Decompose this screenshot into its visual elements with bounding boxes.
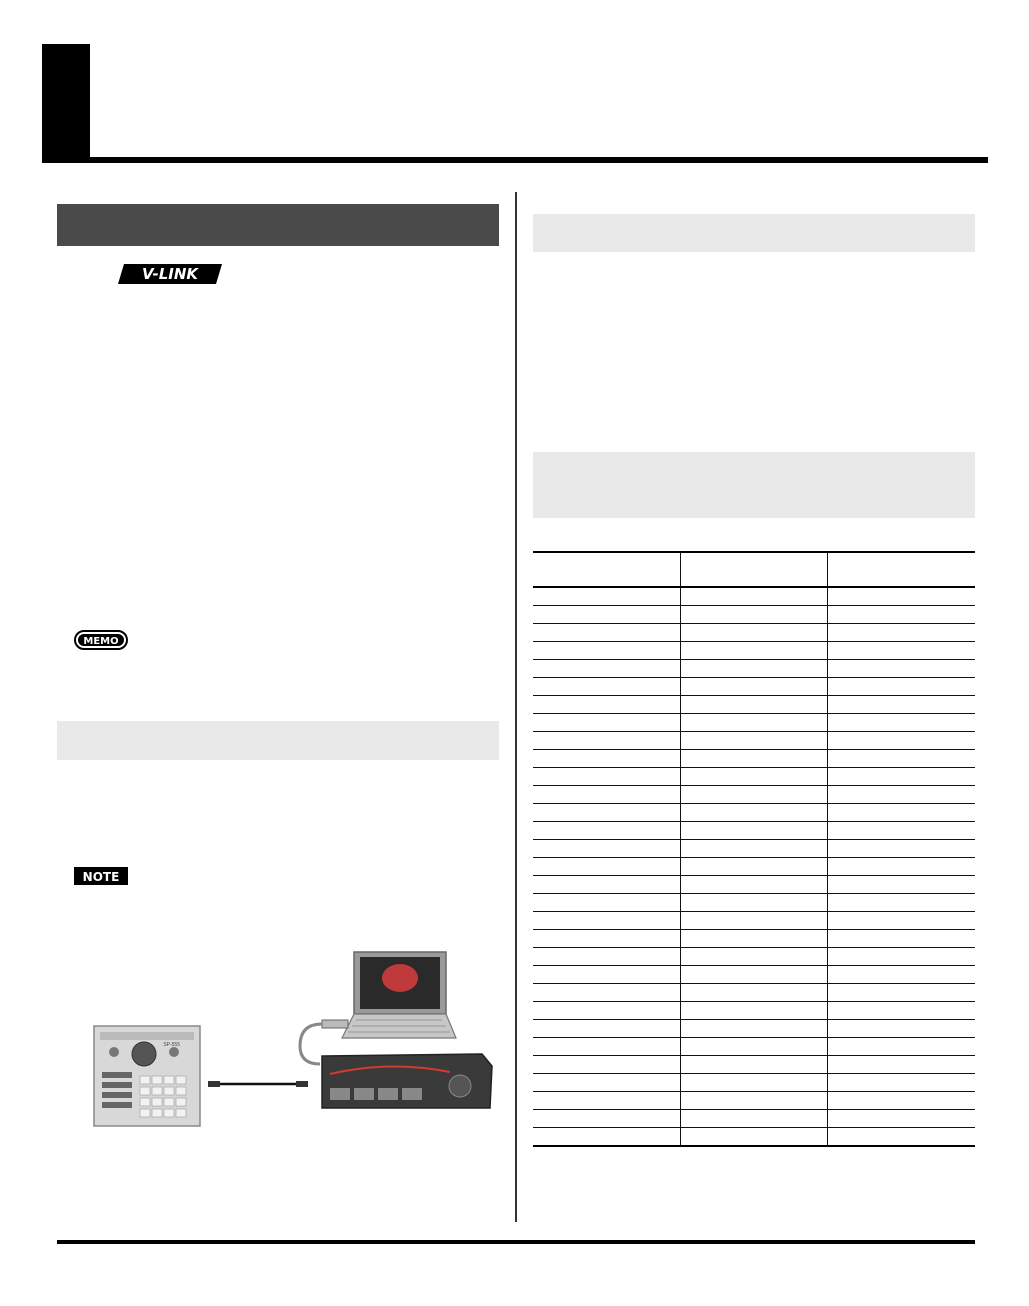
table-cell [828,1020,975,1038]
table-cell [680,732,827,750]
table-row [533,624,975,642]
table-cell [533,966,680,984]
table-cell [680,930,827,948]
table-cell [533,660,680,678]
table-cell [680,1110,827,1128]
subsection-heading-bar-right [533,452,975,518]
table-row [533,1092,975,1110]
table-cell [533,1110,680,1128]
table-cell [680,804,827,822]
table-row [533,732,975,750]
table-cell [828,948,975,966]
svg-text:SP-555: SP-555 [163,1042,180,1048]
table-cell [533,984,680,1002]
table-cell [533,930,680,948]
table-header-row [533,552,975,587]
table-row [533,1038,975,1056]
table-row [533,1002,975,1020]
table-cell [828,804,975,822]
table-cell [828,678,975,696]
table-cell [533,1128,680,1147]
table-cell [680,660,827,678]
sp-555-sampler [94,1026,200,1126]
table-cell [828,786,975,804]
table-cell [828,696,975,714]
table-cell [680,1056,827,1074]
table-cell [533,732,680,750]
table-cell [828,750,975,768]
table-cell [828,1056,975,1074]
section-heading-bar-right [533,214,975,252]
table-cell [828,822,975,840]
memo-icon [74,630,128,650]
table-cell [828,714,975,732]
table-cell [828,1002,975,1020]
table-cell [533,606,680,624]
table-cell [680,696,827,714]
note-icon [74,867,128,885]
midi-cable [208,1081,308,1087]
svg-text:NOTE: NOTE [82,870,120,884]
table-header-cell [533,552,680,587]
table-row [533,768,975,786]
table-cell [533,624,680,642]
table-row [533,786,975,804]
table-cell [828,1128,975,1147]
table-cell [828,930,975,948]
table-cell [533,678,680,696]
v-link-logo [118,264,222,284]
table-cell [828,1038,975,1056]
table-cell [680,894,827,912]
table-row [533,1074,975,1092]
table-cell [828,1074,975,1092]
table-cell [533,786,680,804]
table-cell [828,642,975,660]
table-row [533,1020,975,1038]
table-row [533,714,975,732]
table-row [533,822,975,840]
section-heading-bar [57,204,499,246]
table-cell [828,912,975,930]
table-row [533,1056,975,1074]
table-cell [680,786,827,804]
table-row [533,678,975,696]
table-cell [533,1056,680,1074]
table-cell [680,1020,827,1038]
table-cell [680,642,827,660]
table-cell [533,1002,680,1020]
table-row [533,660,975,678]
table-header-cell [828,552,975,587]
footer-rule [57,1240,975,1244]
chapter-tab [42,44,90,160]
table-cell [680,587,827,606]
table-row [533,1128,975,1147]
table-cell [533,822,680,840]
laptop-computer [342,952,456,1038]
table-cell [680,984,827,1002]
table-cell [680,606,827,624]
table-cell [828,768,975,786]
table-row [533,804,975,822]
table-row [533,606,975,624]
table-cell [533,768,680,786]
video-mixer [322,1054,492,1108]
table-cell [533,750,680,768]
table-cell [680,678,827,696]
table-row [533,912,975,930]
table-cell [828,1092,975,1110]
table-cell [680,822,827,840]
table-cell [828,876,975,894]
table-cell [680,1092,827,1110]
table-cell [828,984,975,1002]
table-cell [533,894,680,912]
table-cell [828,858,975,876]
table-cell [828,1110,975,1128]
table-cell [680,1002,827,1020]
table-cell [828,587,975,606]
table-cell [680,750,827,768]
table-cell [680,1038,827,1056]
table-cell [828,894,975,912]
table-cell [533,587,680,606]
table-cell [828,660,975,678]
table-cell [533,804,680,822]
table-row [533,984,975,1002]
table-row [533,1110,975,1128]
table-cell [828,732,975,750]
table-row [533,587,975,606]
table-cell [533,840,680,858]
table-row [533,750,975,768]
table-row [533,894,975,912]
chapter-title-rule [42,157,988,163]
table-cell [680,1128,827,1147]
table-cell [828,624,975,642]
table-cell [533,948,680,966]
table-cell [533,714,680,732]
table-row [533,876,975,894]
table-cell [680,768,827,786]
table-cell [533,876,680,894]
table-cell [533,696,680,714]
table-cell [533,1038,680,1056]
svg-text:MEMO: MEMO [83,636,119,647]
table-row [533,930,975,948]
table-cell [680,876,827,894]
table-cell [828,966,975,984]
table-cell [533,1092,680,1110]
column-divider [515,192,517,1222]
table-cell [680,858,827,876]
table-row [533,948,975,966]
table-header-cell [680,552,827,587]
table-cell [680,624,827,642]
table-cell [533,1074,680,1092]
table-cell [680,966,827,984]
table-row [533,642,975,660]
table-row [533,696,975,714]
table-cell [680,912,827,930]
table-row [533,840,975,858]
svg-text:V-LINK: V-LINK [141,265,199,283]
table-row [533,966,975,984]
table-row [533,858,975,876]
table-cell [533,642,680,660]
subsection-heading-bar [57,721,499,760]
table-cell [680,948,827,966]
table-cell [828,840,975,858]
table-cell [680,714,827,732]
table-cell [828,606,975,624]
connection-diagram [90,948,500,1130]
assignment-table [533,551,975,1147]
table-cell [533,1020,680,1038]
table-cell [533,912,680,930]
table-cell [533,858,680,876]
table-cell [680,1074,827,1092]
table-cell [680,840,827,858]
